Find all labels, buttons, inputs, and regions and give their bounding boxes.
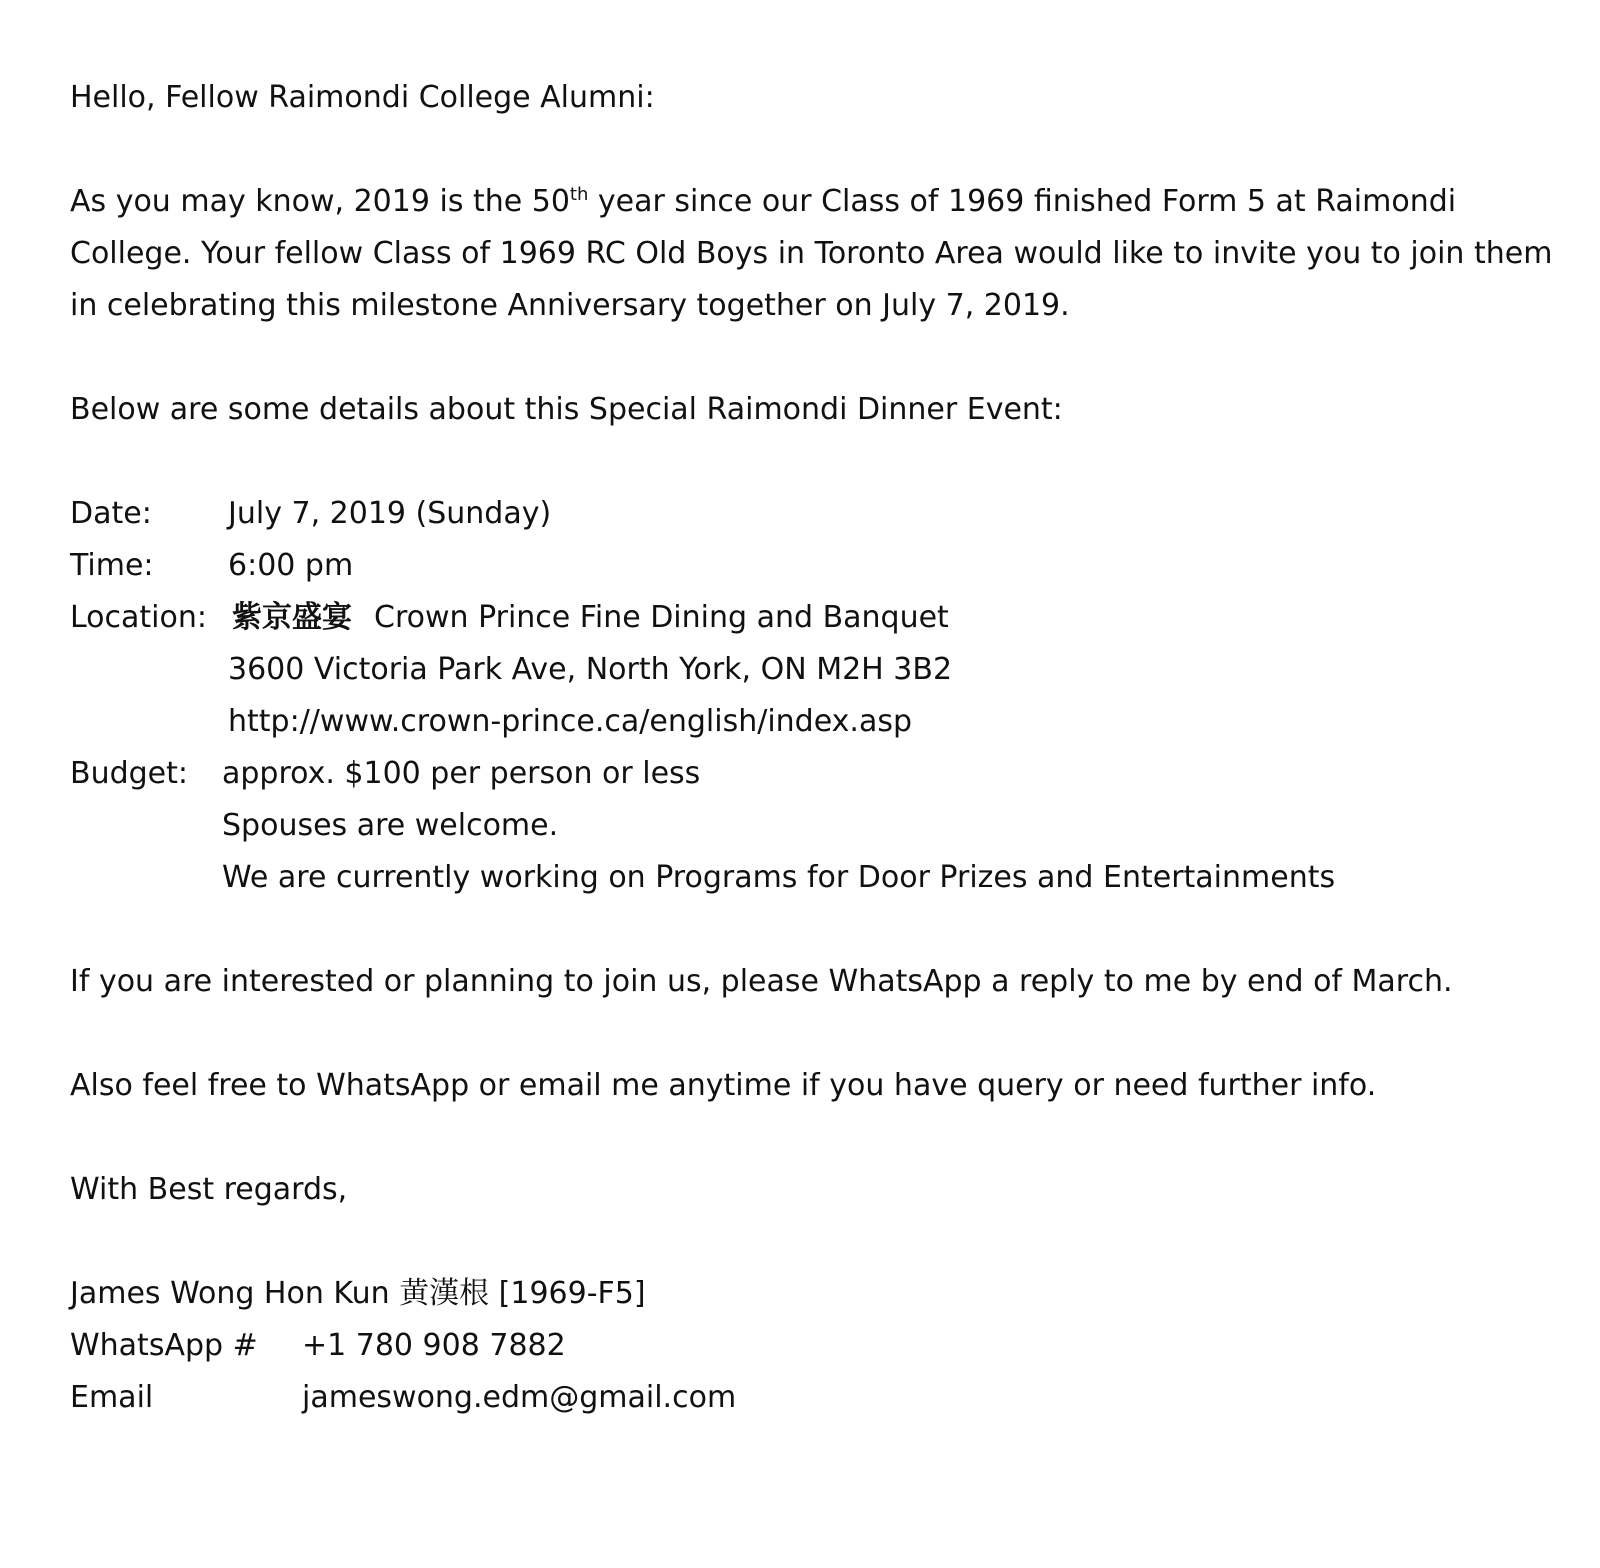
spacer: [70, 436, 1570, 488]
location-name: Crown Prince Fine Dining and Banquet: [374, 600, 949, 635]
date-row: [70, 488, 1570, 540]
location-label: Location:: [70, 600, 207, 635]
email-label: Email: [70, 1380, 154, 1415]
rsvp-text: If you are interested or planning to join us, please WhatsApp a reply to me by end of March.: [70, 964, 1453, 999]
location-url-row: [70, 696, 1570, 748]
letter-page: [70, 72, 1570, 1424]
location-chinese-name: 紫京盛宴: [232, 600, 352, 635]
spacer: [70, 332, 1570, 384]
details-intro: Below are some details about this Special Raimondi Dinner Event:: [70, 392, 1063, 427]
time-value: 6:00 pm: [228, 548, 354, 583]
email-address: jameswong.edm@gmail.com: [302, 1380, 737, 1415]
spacer: [70, 1112, 1570, 1164]
time-label: Time:: [70, 548, 154, 583]
intro-ordinal-suffix: th: [569, 184, 589, 205]
spacer: [70, 904, 1570, 956]
greeting: Hello, Fellow Raimondi College Alumni:: [70, 80, 655, 115]
spacer: [70, 124, 1570, 176]
budget-label: Budget:: [70, 756, 189, 791]
location-address-row: [70, 644, 1570, 696]
location-url: http://www.crown-prince.ca/english/index.asp: [228, 704, 912, 739]
date-value: July 7, 2019 (Sunday): [228, 496, 552, 531]
location-row: [70, 592, 1570, 644]
budget-note-row: [70, 852, 1570, 904]
budget-value: approx. $100 per person or less: [222, 756, 701, 791]
whatsapp-label: WhatsApp #: [70, 1328, 258, 1363]
budget-row: [70, 748, 1570, 800]
budget-note-spouses: Spouses are welcome.: [222, 808, 559, 843]
intro-text-part2: year since our Class of 1969 finished Form 5 at Raimondi College. Your fellow Class of 1969 RC Old Boys in Toronto Area would like to invite you to join them in celebrating this milestone Anniversary together on July 7, 2019.: [70, 184, 1553, 323]
time-row: [70, 540, 1570, 592]
location-address: 3600 Victoria Park Ave, North York, ON M2H 3B2: [228, 652, 953, 687]
spacer: [70, 1008, 1570, 1060]
spacer: [70, 1216, 1570, 1268]
contact-note: Also feel free to WhatsApp or email me anytime if you have query or need further info.: [70, 1068, 1377, 1103]
budget-note-programs: We are currently working on Programs for Door Prizes and Entertainments: [222, 860, 1336, 895]
budget-note-row: [70, 800, 1570, 852]
whatsapp-row: [70, 1320, 1570, 1372]
intro-paragraph: [70, 176, 1570, 332]
intro-text-part1: As you may know, 2019 is the 50: [70, 184, 570, 219]
closing: With Best regards,: [70, 1172, 348, 1207]
signature-name: James Wong Hon Kun 黄漢根 [1969-F5]: [70, 1276, 646, 1311]
whatsapp-number: +1 780 908 7882: [302, 1328, 566, 1363]
date-label: Date:: [70, 496, 152, 531]
email-row: [70, 1372, 1570, 1424]
